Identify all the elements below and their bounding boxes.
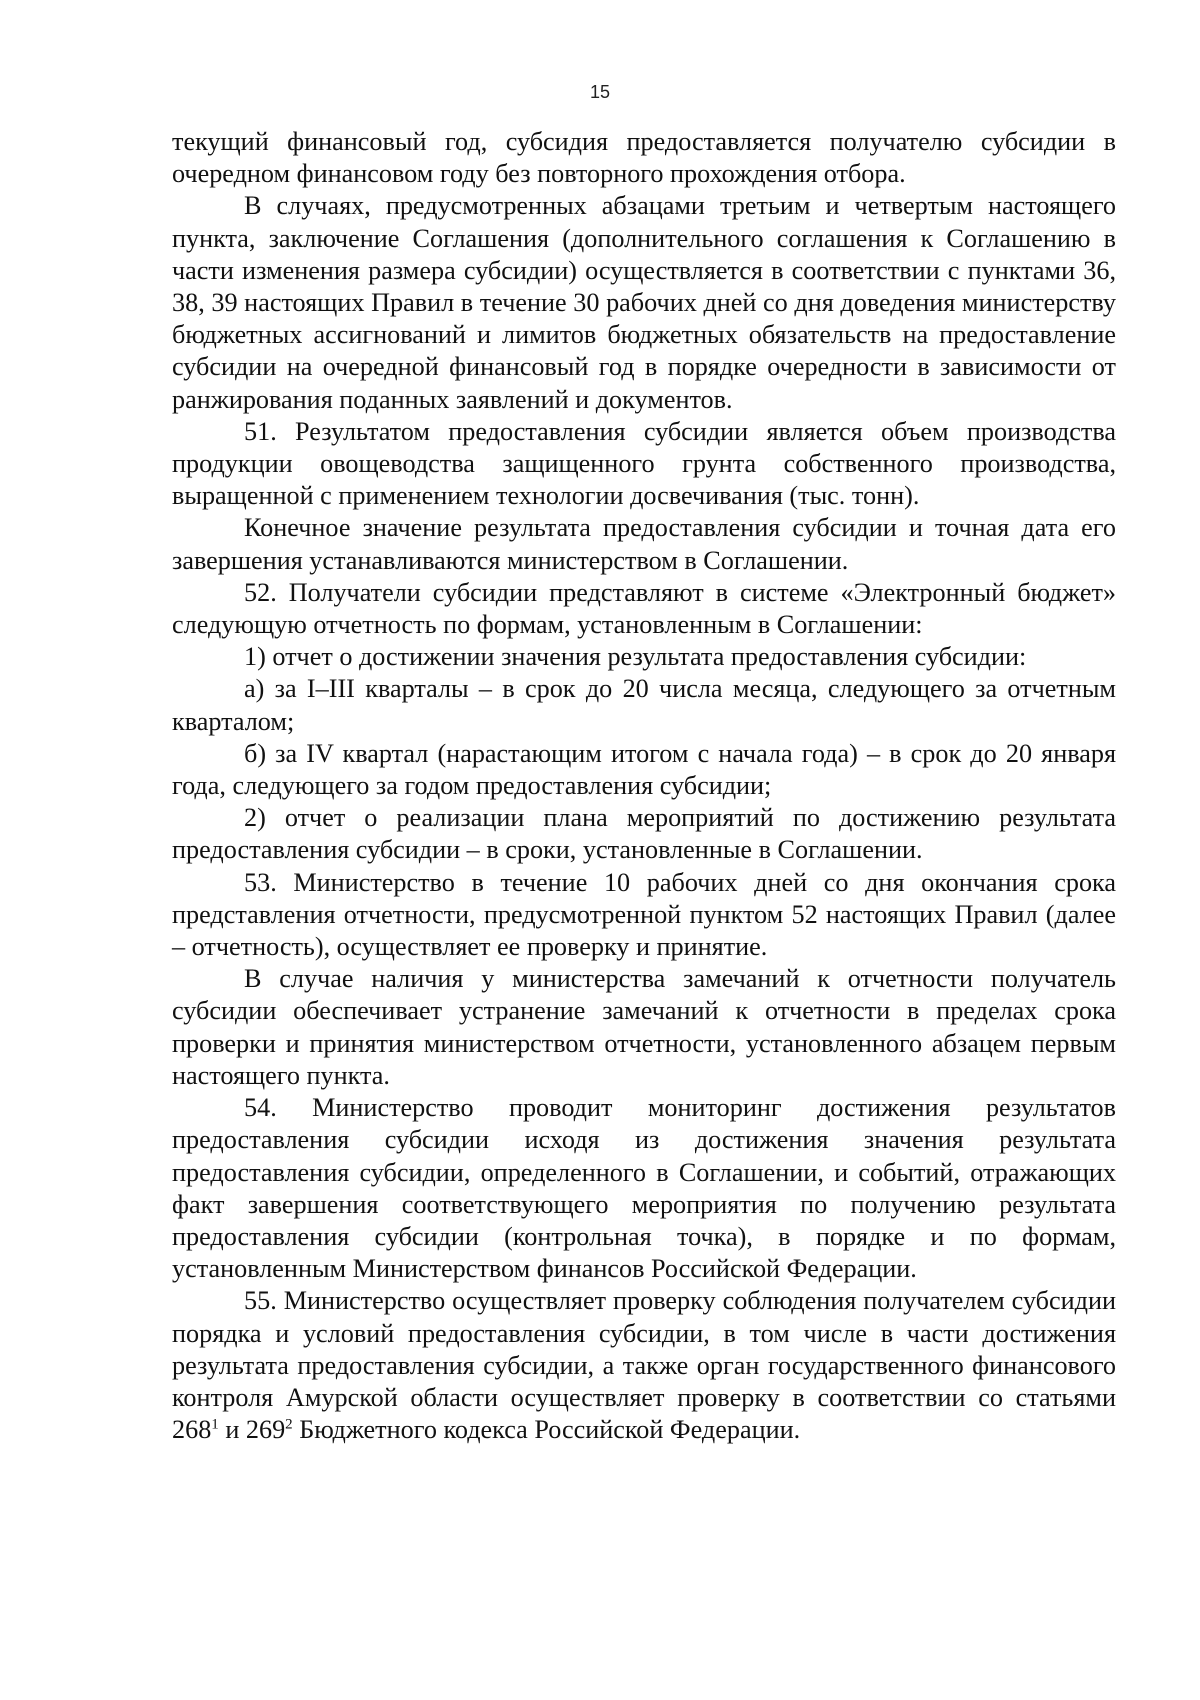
superscript: 2 xyxy=(285,1416,293,1433)
paragraph: 51. Результатом предоставления субсидии является объем производства продукции овощеводства защищенного грунта собственного производства, выращенной с применением технологии досвечивания (тыс. тонн). xyxy=(172,416,1116,511)
paragraph-last xyxy=(172,1285,1116,1446)
paragraph: текущий финансовый год, субсидия предоставляется получателю субсидии в очередном финансовом году без повторного прохождения отбора. xyxy=(172,127,1116,189)
paragraph: а) за I–III кварталы – в срок до 20 числа месяца, следующего за отчетным кварталом; xyxy=(172,674,1116,736)
paragraph: 53. Министерство в течение 10 рабочих дней со дня окончания срока представления отчетности, предусмотренной пунктом 52 настоящих Правил (далее – отчетность), осуществляет ее проверку и принятие. xyxy=(172,867,1116,962)
document-body xyxy=(172,126,1116,1446)
paragraph: 54. Министерство проводит мониторинг достижения результатов предоставления субсидии исходя из достижения значения результата предоставления субсидии, определенного в Соглашении, и событий, отражающих факт завершения соответствующего мероприятия по получению результата предоставления субсидии (контрольная точка), в порядке и по формам, установленным Министерством финансов Российской Федерации. xyxy=(172,1093,1116,1284)
paragraph: В случае наличия у министерства замечаний к отчетности получатель субсидии обеспечивает устранение замечаний к отчетности в пределах срока проверки и принятия министерством отчетности, установленного абзацем первым настоящего пункта. xyxy=(172,964,1116,1090)
superscript: 1 xyxy=(211,1416,219,1433)
paragraph: 1) отчет о достижении значения результата предоставления субсидии: xyxy=(244,642,1027,672)
page-number: 15 xyxy=(589,82,611,102)
paragraph: 2) отчет о реализации плана мероприятий по достижению результата предоставления субсидии – в сроки, установленные в Соглашении. xyxy=(172,803,1116,865)
paragraph-text-part: Бюджетного кодекса Российской Федерации. xyxy=(292,1415,801,1445)
paragraph-text-part: 55. Министерство осуществляет проверку соблюдения получателем субсидии порядка и условий предоставления субсидии, в том числе в части достижения результата предоставления субсидии, а также орган государственного финансового контроля Амурской области осуществляет проверку в соответствии со статьями 268 xyxy=(172,1286,1116,1445)
paragraph: 52. Получатели субсидии представляют в системе «Электронный бюджет» следующую отчетность по формам, установленным в Соглашении: xyxy=(172,577,1116,640)
paragraph: Конечное значение результата предоставления субсидии и точная дата его завершения устанавливаются министерством в Соглашении. xyxy=(172,513,1116,575)
paragraph: В случаях, предусмотренных абзацами третьим и четвертым настоящего пункта, заключение Соглашения (дополнительного соглашения к Соглашению в части изменения размера субсидии) осуществляется в соответствии с пунктами 36, 38, 39 настоящих Правил в течение 30 рабочих дней со дня доведения министерству бюджетных ассигнований и лимитов бюджетных обязательств на предоставление субсидии на очередной финансовый год в порядке очередности в зависимости от ранжирования поданных заявлений и документов. xyxy=(172,191,1116,414)
paragraph: б) за IV квартал (нарастающим итогом с начала года) – в срок до 20 января года, следующего за годом предоставления субсидии; xyxy=(172,738,1116,801)
paragraph-text-part: и 269 xyxy=(218,1415,286,1445)
